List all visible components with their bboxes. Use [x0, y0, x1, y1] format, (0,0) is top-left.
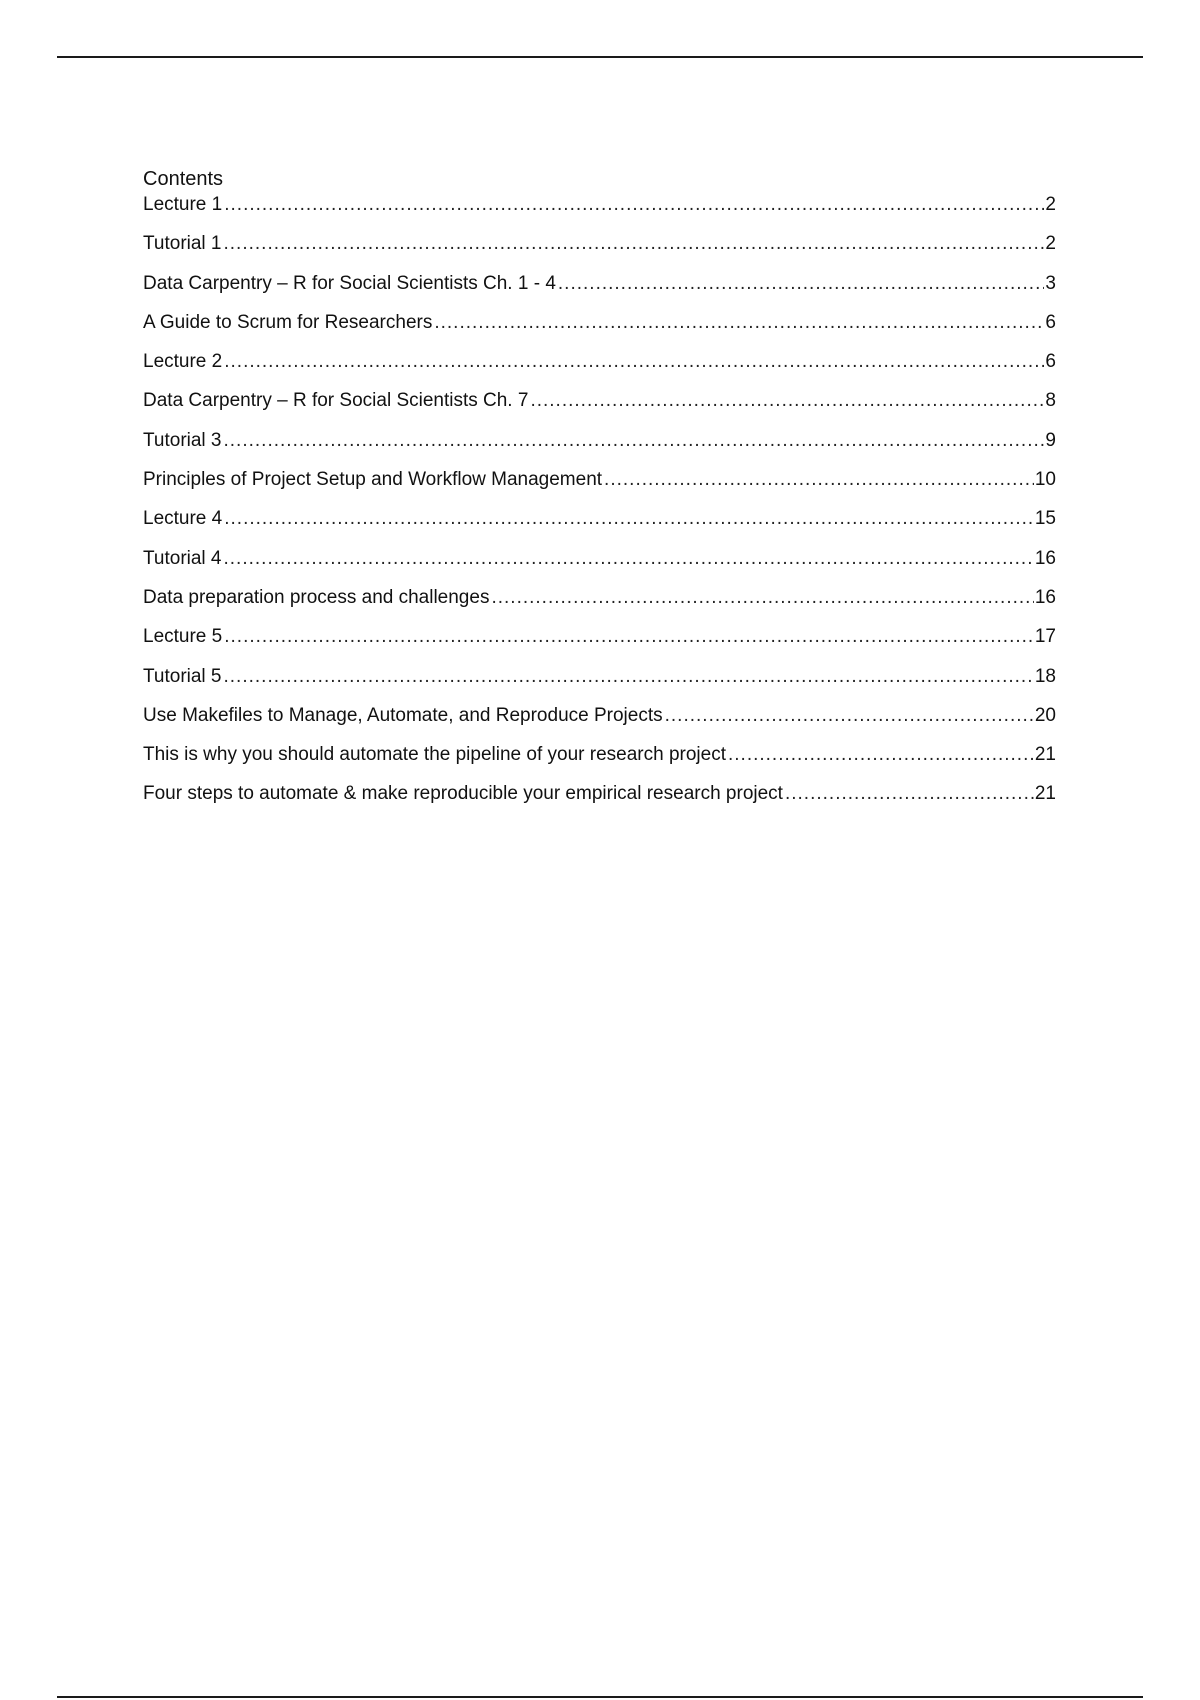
toc-entry[interactable] — [143, 192, 1056, 231]
toc-dot-leader — [728, 742, 1034, 768]
toc-entry[interactable] — [143, 781, 1056, 820]
toc-entry-title: Tutorial 5 — [143, 665, 222, 687]
toc-heading: Contents — [143, 168, 224, 190]
toc-dot-leader — [530, 388, 1044, 414]
toc-entry-title: Data preparation process and challenges — [143, 586, 490, 608]
toc-entry-page: 21 — [1034, 744, 1056, 766]
toc-dot-leader — [604, 467, 1034, 493]
toc-dot-leader — [224, 428, 1045, 454]
toc-entry-page: 6 — [1045, 351, 1056, 373]
toc-dot-leader — [224, 349, 1044, 375]
toc-entry-page: 10 — [1034, 469, 1056, 491]
toc-entry-title: This is why you should automate the pipeline of your research project — [143, 744, 726, 766]
toc-entry-page: 2 — [1045, 233, 1056, 255]
toc-entry-title: Tutorial 1 — [143, 233, 222, 255]
footer-rule — [57, 1696, 1143, 1698]
toc-entry-page: 16 — [1034, 586, 1056, 608]
toc-entry-title: Lecture 2 — [143, 351, 223, 373]
toc-dot-leader — [491, 585, 1033, 611]
toc-entry[interactable] — [143, 546, 1056, 585]
toc-entry-page: 8 — [1045, 390, 1056, 412]
toc-list — [143, 192, 1056, 821]
toc-entry[interactable] — [143, 388, 1056, 427]
toc-entry-title: Data Carpentry – R for Social Scientists Ch. 7 — [143, 390, 529, 412]
toc-entry-title: Principles of Project Setup and Workflow Management — [143, 469, 603, 491]
toc-dot-leader — [224, 664, 1034, 690]
toc-entry-title: Lecture 5 — [143, 626, 223, 648]
toc-dot-leader — [224, 506, 1034, 532]
toc-entry-title: Lecture 1 — [143, 194, 223, 215]
toc-entry-page: 6 — [1045, 311, 1056, 333]
toc-entry[interactable] — [143, 585, 1056, 624]
toc-dot-leader — [558, 271, 1045, 297]
toc-dot-leader — [665, 703, 1034, 729]
toc-entry-page: 3 — [1045, 272, 1056, 294]
toc-dot-leader — [224, 192, 1044, 218]
toc-entry[interactable] — [143, 467, 1056, 506]
toc-entry[interactable] — [143, 271, 1056, 310]
toc-entry-page: 20 — [1034, 704, 1056, 726]
toc-entry[interactable] — [143, 624, 1056, 663]
toc-entry-page: 17 — [1034, 626, 1056, 648]
toc-dot-leader — [434, 310, 1044, 336]
toc-entry-title: Tutorial 4 — [143, 547, 222, 569]
toc-entry-title: Data Carpentry – R for Social Scientists Ch. 1 - 4 — [143, 272, 556, 294]
toc-entry-title: A Guide to Scrum for Researchers — [143, 311, 433, 333]
toc-entry-page: 21 — [1034, 783, 1056, 805]
toc-entry-title: Four steps to automate & make reproducible your empirical research project — [143, 783, 783, 805]
toc-entry-title: Use Makefiles to Manage, Automate, and Reproduce Projects — [143, 704, 663, 726]
toc-dot-leader — [224, 546, 1034, 572]
toc-dot-leader — [224, 231, 1045, 257]
toc-entry-page: 18 — [1034, 665, 1056, 687]
toc-entry-title: Lecture 4 — [143, 508, 223, 530]
toc-entry[interactable] — [143, 664, 1056, 703]
toc-entry[interactable] — [143, 703, 1056, 742]
toc-entry[interactable] — [143, 506, 1056, 545]
toc-dot-leader — [785, 781, 1034, 807]
toc-entry-page: 2 — [1045, 194, 1056, 215]
toc-entry[interactable] — [143, 310, 1056, 349]
toc-entry[interactable] — [143, 428, 1056, 467]
toc-entry-page: 16 — [1034, 547, 1056, 569]
table-of-contents — [143, 166, 1056, 821]
toc-entry[interactable] — [143, 742, 1056, 781]
toc-dot-leader — [224, 624, 1034, 650]
toc-entry[interactable] — [143, 349, 1056, 388]
header-rule — [57, 56, 1143, 58]
toc-entry[interactable] — [143, 231, 1056, 270]
toc-entry-page: 9 — [1045, 429, 1056, 451]
toc-entry-page: 15 — [1034, 508, 1056, 530]
toc-entry-title: Tutorial 3 — [143, 429, 222, 451]
